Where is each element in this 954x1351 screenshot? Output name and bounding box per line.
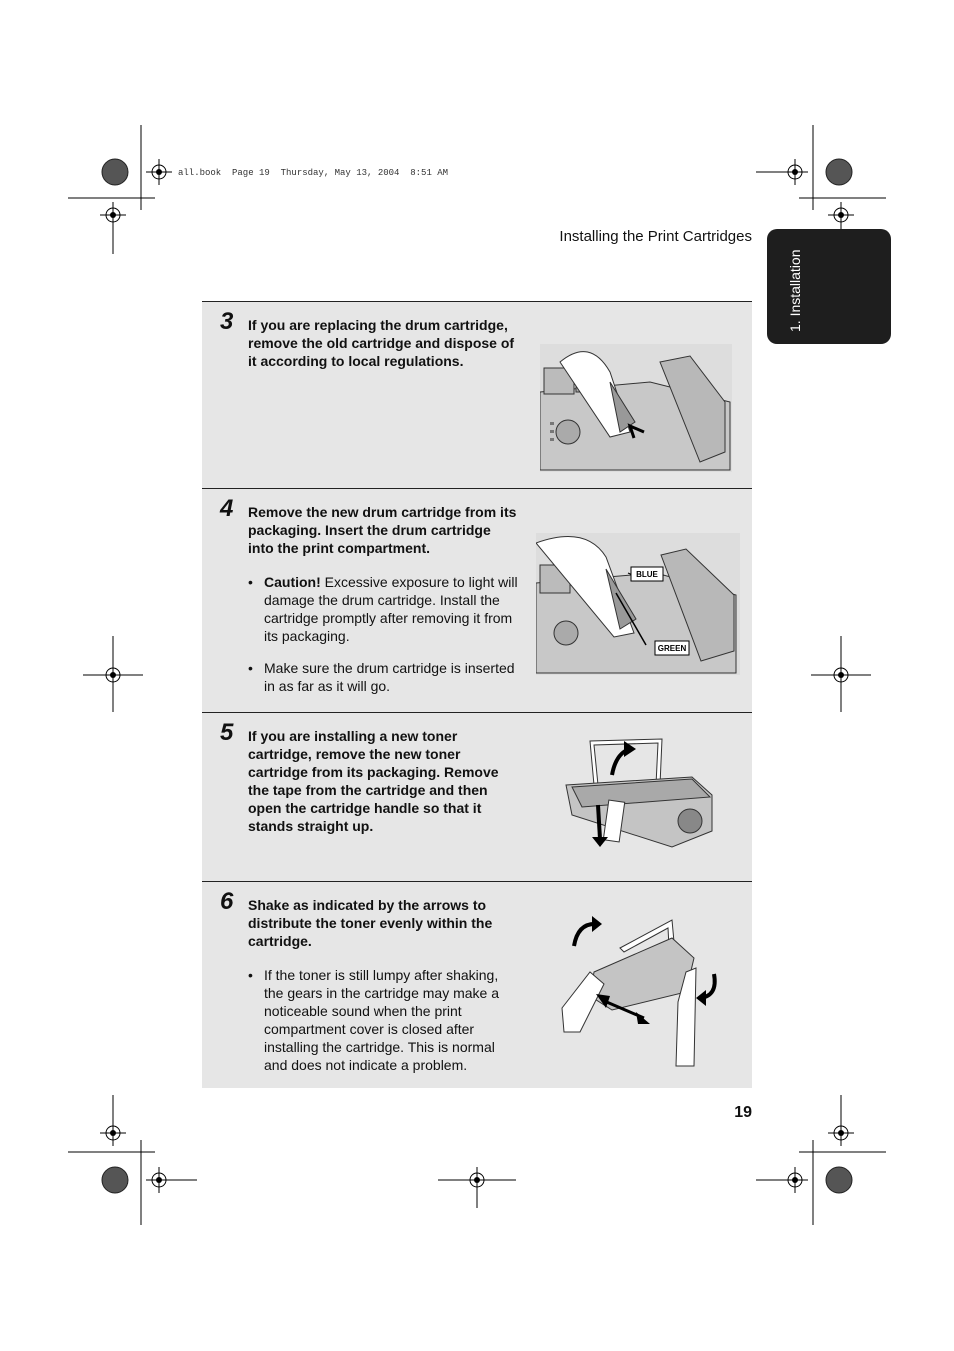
note-bullet [248, 659, 518, 695]
step-instruction: If you are installing a new toner cartridge, remove the new toner cartridge from its packaging. Remove the tape from the cartridge and then open the cartridge handle so that it stands straight up. [248, 728, 499, 834]
step-number: 3 [220, 308, 234, 335]
shake-cartridge-illustration [560, 912, 726, 1072]
note-text: Make sure the drum cartridge is inserted in as far as it will go. [264, 660, 515, 694]
step-instruction: Remove the new drum cartridge from its packaging. Insert the drum cartridge into the print compartment. [248, 504, 517, 556]
green-label: GREEN [657, 644, 687, 653]
caution-text: Excessive exposure to light will damage the drum cartridge. Install the cartridge promptly after removing it from its packaging. [264, 574, 518, 644]
step-instruction: If you are replacing the drum cartridge, remove the old cartridge and dispose of it according to local regulations. [248, 317, 515, 369]
print-info-line: all.book Page 19 Thursday, May 13, 2004 8:51 AM [178, 168, 449, 178]
step-number: 4 [220, 495, 234, 522]
step-number: 6 [220, 888, 234, 915]
step-3 [202, 301, 752, 489]
step-number: 5 [220, 719, 234, 746]
section-tab [767, 229, 891, 344]
remove-drum-illustration [540, 342, 732, 472]
note-text: If the toner is still lumpy after shaking, the gears in the cartridge may make a noticeable sound when the print compartment cover is closed after installing the cartridge. This is normal and does not indicate a problem. [264, 967, 500, 1073]
step-5 [202, 712, 752, 882]
insert-drum-illustration [536, 533, 740, 675]
page-number: 19 [734, 1104, 752, 1121]
note-bullet [248, 966, 518, 1074]
toner-cartridge-illustration [562, 735, 720, 851]
section-tab-label: 1. Installation [787, 249, 803, 332]
caution-label: Caution! [264, 574, 321, 590]
step-instruction: Shake as indicated by the arrows to distribute the toner evenly within the cartridge. [248, 897, 493, 949]
blue-label: BLUE [636, 570, 658, 579]
page-header-title: Installing the Print Cartridges [559, 228, 752, 245]
step-4 [202, 488, 752, 713]
caution-bullet [248, 573, 518, 645]
step-6 [202, 881, 752, 1088]
